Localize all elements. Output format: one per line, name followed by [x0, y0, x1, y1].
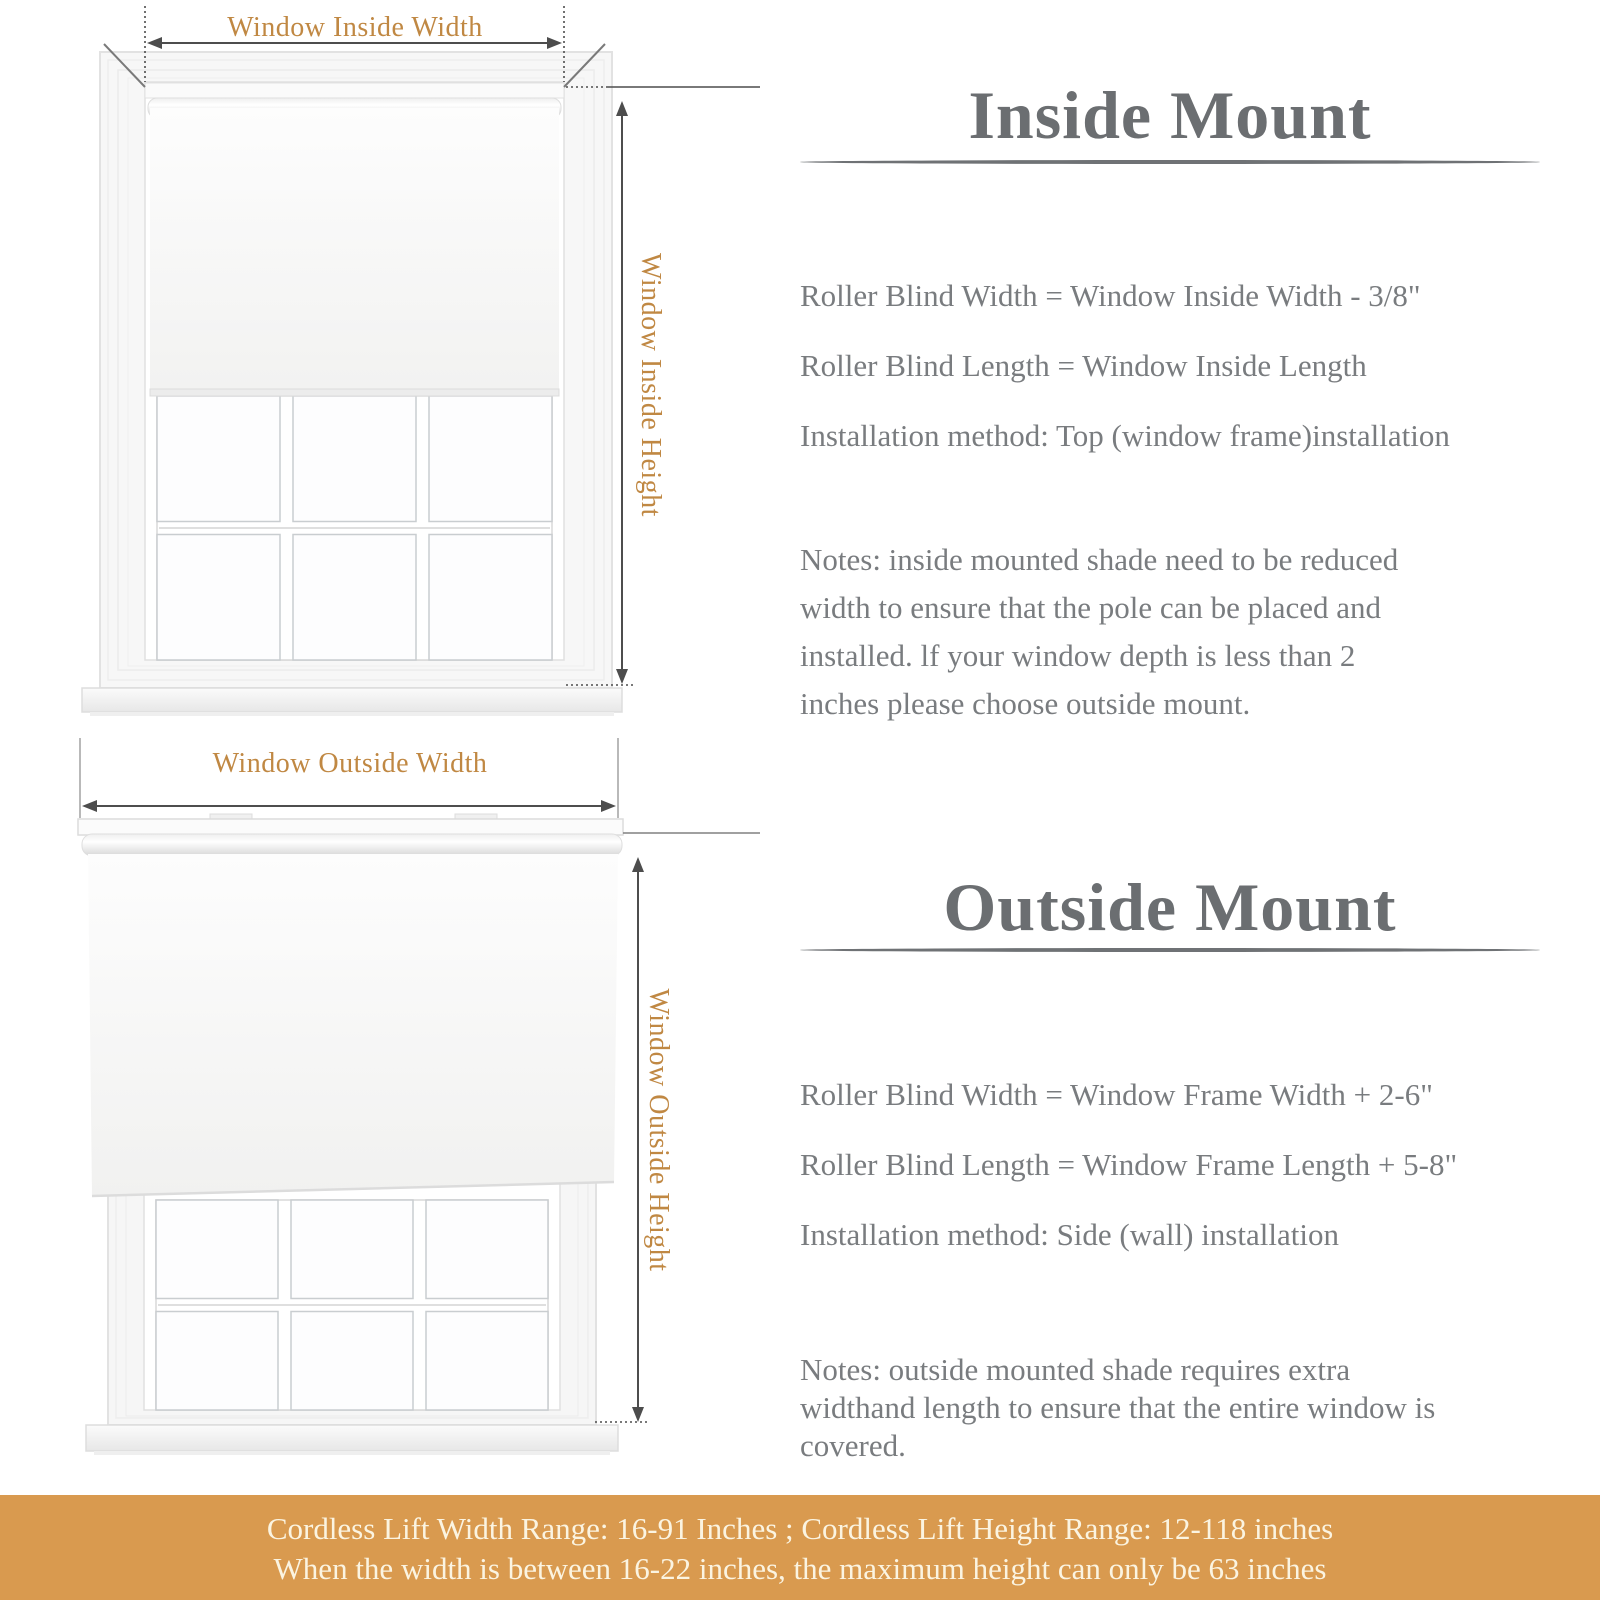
window-panes: [157, 396, 552, 660]
inside-installation-method: Installation method: Top (window frame)installation: [800, 418, 1450, 453]
outside-width-formula: Roller Blind Width = Window Frame Width + 2-6": [800, 1077, 1433, 1112]
outside-mount-diagram: [60, 730, 760, 1500]
outside-length-formula: Roller Blind Length = Window Frame Length + 5-8": [800, 1147, 1458, 1182]
outside-installation-method: Installation method: Side (wall) installation: [800, 1217, 1339, 1252]
outside-width-label: Window Outside Width: [212, 748, 488, 779]
inside-mount-title: Inside Mount: [968, 76, 1372, 153]
window-panes: [156, 1200, 548, 1410]
inside-length-formula: Roller Blind Length = Window Inside Length: [800, 348, 1367, 383]
window-sill: [86, 1425, 618, 1455]
outside-section-divider: [800, 948, 1540, 952]
footer-height-limit-line: When the width is between 16-22 inches, the maximum height can only be 63 inches: [273, 1551, 1327, 1586]
inside-height-label: Window Inside Height: [635, 253, 666, 517]
roller-shade: [145, 83, 564, 396]
footer-size-range-line: Cordless Lift Width Range: 16-91 Inches ; Cordless Lift Height Range: 12-118 inches: [266, 1511, 1334, 1546]
outside-mount-title: Outside Mount: [943, 868, 1397, 945]
outside-height-label: Window Outside Height: [643, 988, 674, 1272]
size-range-footer: [0, 1495, 1600, 1600]
inside-width-formula: Roller Blind Width = Window Inside Width - 3/8": [800, 278, 1421, 313]
inside-mount-diagram: [60, 0, 760, 730]
inside-mount-notes: Notes: inside mounted shade need to be reduced width to ensure that the pole can be placed and installed. lf your window depth is less than 2 inches please choose outside mount.: [800, 542, 1399, 721]
inside-width-label: Window Inside Width: [227, 12, 483, 43]
roller-shade: [78, 814, 623, 1196]
window-sill: [82, 688, 622, 716]
height-dimension-line: [595, 833, 760, 1422]
outside-mount-notes: Notes: outside mounted shade requires extra widthand length to ensure that the entire window is covered.: [800, 1352, 1436, 1463]
inside-section-divider: [800, 160, 1540, 164]
